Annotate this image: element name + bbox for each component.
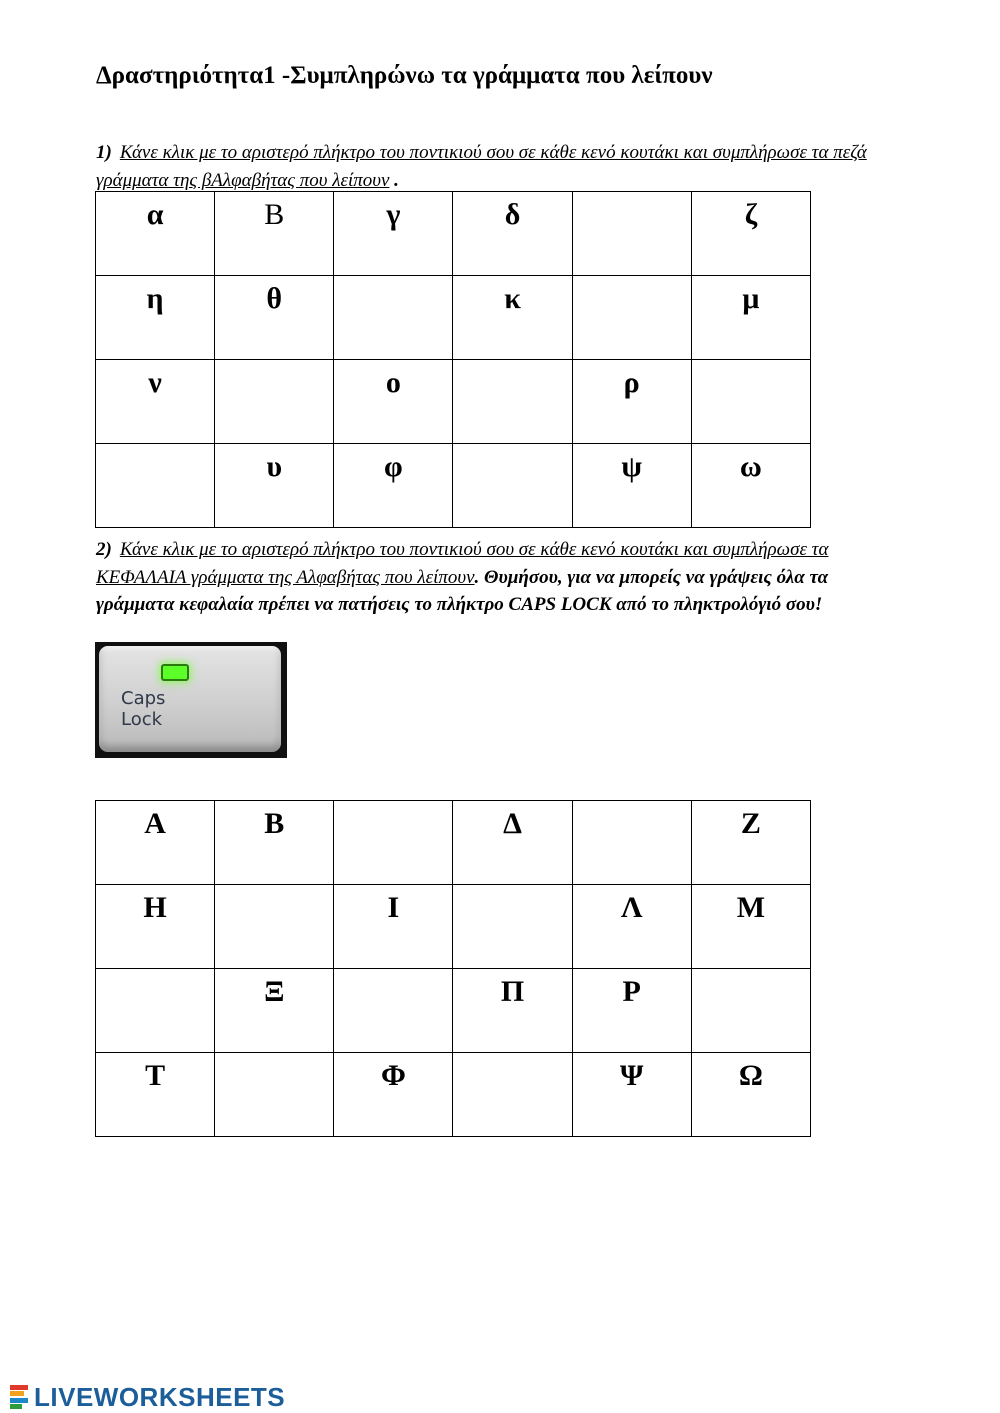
- uppercase-row: [96, 969, 811, 1053]
- uppercase-letters-table: [95, 800, 811, 1137]
- uppercase-letter-cell: Α: [96, 801, 215, 885]
- lowercase-empty-cell[interactable]: [691, 360, 810, 444]
- page-title: Δραστηριότητα1 -Συμπληρώνω τα γράμματα που λείπουν: [96, 62, 713, 89]
- instructions-2-text: Κάνε κλικ με το αριστερό πλήκτρο του ποντικιού σου σε κάθε κενό κουτάκι και συμπλήρωσε τα ΚΕΦΑΛΑΙΑ γράμματα της Αλφαβήτας που λείπουν: [96, 539, 829, 588]
- instructions-1-number: 1): [96, 142, 112, 163]
- uppercase-letter-cell: Η: [96, 885, 215, 969]
- instructions-2: [96, 536, 896, 619]
- uppercase-letter-cell: Π: [453, 969, 572, 1053]
- lowercase-letter-cell: γ: [334, 192, 453, 276]
- uppercase-empty-cell[interactable]: [334, 969, 453, 1053]
- lowercase-letter-cell: ν: [96, 360, 215, 444]
- lowercase-letter-cell: υ: [215, 444, 334, 528]
- uppercase-letter-cell: Ι: [334, 885, 453, 969]
- instructions-1-tail: .: [389, 169, 399, 191]
- uppercase-answer-input[interactable]: [463, 1059, 563, 1119]
- lowercase-empty-cell[interactable]: [453, 444, 572, 528]
- uppercase-answer-input[interactable]: [105, 975, 205, 1035]
- lowercase-answer-input[interactable]: [343, 282, 443, 342]
- uppercase-letter-cell: Ξ: [215, 969, 334, 1053]
- uppercase-empty-cell[interactable]: [334, 801, 453, 885]
- lowercase-letter-cell: Β: [215, 192, 334, 276]
- lowercase-letter-cell: α: [96, 192, 215, 276]
- uppercase-answer-input[interactable]: [224, 891, 324, 951]
- uppercase-row: [96, 885, 811, 969]
- lowercase-row: [96, 360, 811, 444]
- lowercase-answer-input[interactable]: [105, 450, 205, 510]
- uppercase-letter-cell: Τ: [96, 1053, 215, 1137]
- lowercase-answer-input[interactable]: [463, 366, 563, 426]
- uppercase-answer-input[interactable]: [463, 891, 563, 951]
- instructions-1: [96, 139, 896, 194]
- uppercase-empty-cell[interactable]: [691, 969, 810, 1053]
- lowercase-empty-cell[interactable]: [572, 192, 691, 276]
- uppercase-letter-cell: Μ: [691, 885, 810, 969]
- uppercase-answer-input[interactable]: [343, 975, 443, 1035]
- uppercase-letter-cell: Ψ: [572, 1053, 691, 1137]
- lowercase-letter-cell: ψ: [572, 444, 691, 528]
- uppercase-row: [96, 1053, 811, 1137]
- caps-lock-led-icon: [161, 664, 189, 681]
- uppercase-letter-cell: Ρ: [572, 969, 691, 1053]
- lowercase-letter-cell: ζ: [691, 192, 810, 276]
- lowercase-empty-cell[interactable]: [334, 276, 453, 360]
- instructions-2-number: 2): [96, 539, 112, 560]
- footer-brand-text: LIVEWORKSHEETS: [34, 1381, 286, 1412]
- lowercase-answer-input[interactable]: [582, 282, 682, 342]
- uppercase-letter-cell: Β: [215, 801, 334, 885]
- uppercase-row: [96, 801, 811, 885]
- lowercase-row: [96, 444, 811, 528]
- lowercase-letter-cell: θ: [215, 276, 334, 360]
- instructions-2-bold-text: . Θυμήσου, για να μπορείς να γράψεις όλα τα γράμματα κεφαλαία πρέπει να πατήσεις το πλήκτρο CAPS LOCK από το πληκτρολόγιό σου!: [96, 566, 829, 615]
- lowercase-answer-input[interactable]: [582, 198, 682, 258]
- lowercase-letter-cell: η: [96, 276, 215, 360]
- uppercase-letter-cell: Δ: [453, 801, 572, 885]
- caps-lock-keyface: [99, 646, 281, 752]
- lowercase-letters-table: [95, 191, 811, 528]
- uppercase-letter-cell: Ω: [691, 1053, 810, 1137]
- lowercase-letter-cell: κ: [453, 276, 572, 360]
- lowercase-empty-cell[interactable]: [453, 360, 572, 444]
- caps-lock-key-label: Caps Lock: [121, 688, 166, 730]
- lowercase-letter-cell: φ: [334, 444, 453, 528]
- uppercase-empty-cell[interactable]: [453, 885, 572, 969]
- lowercase-letter-cell: ο: [334, 360, 453, 444]
- lowercase-row: [96, 192, 811, 276]
- lowercase-answer-input[interactable]: [224, 366, 324, 426]
- instructions-1-text: Κάνε κλικ με το αριστερό πλήκτρο του ποντικιού σου σε κάθε κενό κουτάκι και συμπλήρωσε τα πεζά γράμματα της βΑλφαβήτας που λείπουν: [96, 142, 867, 191]
- lowercase-empty-cell[interactable]: [572, 276, 691, 360]
- uppercase-empty-cell[interactable]: [96, 969, 215, 1053]
- uppercase-answer-input[interactable]: [582, 807, 682, 867]
- lowercase-letter-cell: μ: [691, 276, 810, 360]
- lowercase-answer-input[interactable]: [701, 366, 801, 426]
- uppercase-letter-cell: Φ: [334, 1053, 453, 1137]
- uppercase-answer-input[interactable]: [224, 1059, 324, 1119]
- lowercase-letter-cell: ρ: [572, 360, 691, 444]
- caps-lock-key-image: [95, 642, 287, 758]
- footer-brand: [10, 1382, 285, 1412]
- uppercase-empty-cell[interactable]: [215, 1053, 334, 1137]
- uppercase-empty-cell[interactable]: [453, 1053, 572, 1137]
- uppercase-letter-cell: Λ: [572, 885, 691, 969]
- uppercase-empty-cell[interactable]: [572, 801, 691, 885]
- uppercase-answer-input[interactable]: [343, 807, 443, 867]
- uppercase-letter-cell: Ζ: [691, 801, 810, 885]
- lowercase-letter-cell: ω: [691, 444, 810, 528]
- lowercase-empty-cell[interactable]: [96, 444, 215, 528]
- lowercase-empty-cell[interactable]: [215, 360, 334, 444]
- liveworksheets-logo-icon: [10, 1385, 28, 1409]
- lowercase-row: [96, 276, 811, 360]
- lowercase-answer-input[interactable]: [463, 450, 563, 510]
- lowercase-letter-cell: δ: [453, 192, 572, 276]
- uppercase-empty-cell[interactable]: [215, 885, 334, 969]
- uppercase-answer-input[interactable]: [701, 975, 801, 1035]
